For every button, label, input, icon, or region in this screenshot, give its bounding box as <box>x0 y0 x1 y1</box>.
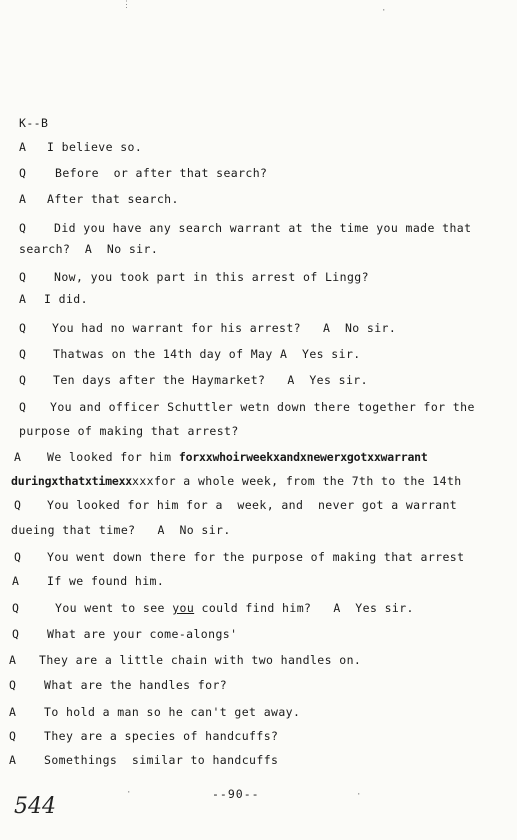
testimony-line: dueing that time? A No sir. <box>11 523 231 537</box>
speaker-label: Q <box>19 321 27 335</box>
speaker-label: Q <box>12 627 20 641</box>
speaker-label: Q <box>19 373 27 387</box>
testimony-line-with-underline <box>55 601 414 615</box>
testimony-line: After that search. <box>47 192 179 206</box>
testimony-line-with-strikeout <box>47 450 428 464</box>
speaker-label: Q <box>14 550 22 564</box>
speaker-label: A <box>9 753 17 767</box>
page-header-label: K--B <box>19 116 49 130</box>
speck-mark: · <box>356 790 362 800</box>
speaker-label: A <box>14 450 22 464</box>
page-number: --90-- <box>212 787 260 801</box>
testimony-line: If we found him. <box>47 574 165 588</box>
testimony-line: I did. <box>44 292 88 306</box>
speaker-label: A <box>9 653 17 667</box>
underlined-text: you <box>172 601 195 615</box>
testimony-line: You had no warrant for his arrest? A No sir. <box>52 321 397 335</box>
testimony-line-with-strikeout <box>11 474 462 488</box>
speaker-label: Q <box>14 498 22 512</box>
testimony-text: xxxfor a whole week, from the 7th to the 14th <box>132 474 462 488</box>
testimony-line: They are a species of handcuffs? <box>44 729 279 743</box>
testimony-line: Did you have any search warrant at the time you made that <box>54 221 472 235</box>
testimony-line: search? A No sir. <box>19 242 159 256</box>
speck-mark: · <box>126 788 132 798</box>
testimony-line: purpose of making that arrest? <box>19 424 239 438</box>
speck-mark: ⋮ <box>122 0 131 10</box>
testimony-line: Now, you took part in this arrest of Lingg? <box>54 270 369 284</box>
testimony-line: Ten days after the Haymarket? A Yes sir. <box>53 373 368 387</box>
testimony-text: We looked for him <box>47 450 172 464</box>
speaker-label: Q <box>19 400 27 414</box>
speaker-label: A <box>12 574 20 588</box>
testimony-text: could find him? A Yes sir. <box>194 601 414 615</box>
testimony-line: To hold a man so he can't get away. <box>44 705 301 719</box>
handwritten-page-number: 544 <box>14 794 56 819</box>
testimony-line: I believe so. <box>47 140 143 154</box>
testimony-line: Somethings similar to handcuffs <box>44 753 279 767</box>
testimony-line: Before or after that search? <box>55 166 268 180</box>
speaker-label: Q <box>19 270 27 284</box>
struck-out-text: duringxthatxtimexx <box>11 474 133 488</box>
speaker-label: Q <box>19 221 27 235</box>
testimony-line: What are your come-alongs' <box>47 627 238 641</box>
testimony-line: Thatwas on the 14th day of May A Yes sir. <box>53 347 361 361</box>
testimony-text: You went to see <box>55 601 173 615</box>
testimony-line: You looked for him for a week, and never got a warrant <box>47 498 458 512</box>
speaker-label: A <box>19 292 27 306</box>
speaker-label: A <box>9 705 17 719</box>
speaker-label: A <box>19 140 27 154</box>
testimony-line: You went down there for the purpose of making that arrest <box>47 550 465 564</box>
speck-mark: · <box>381 6 387 16</box>
struck-out-text: forxxwhoirweekxandxnewerxgotxxwarrant <box>178 450 428 464</box>
speaker-label: A <box>19 192 27 206</box>
testimony-line: What are the handles for? <box>44 678 228 692</box>
speaker-label: Q <box>19 347 27 361</box>
testimony-line: They are a little chain with two handles on. <box>39 653 362 667</box>
testimony-line: You and officer Schuttler wetn down there together for the <box>50 400 475 414</box>
speaker-label: Q <box>12 601 20 615</box>
speaker-label: Q <box>19 166 27 180</box>
speaker-label: Q <box>9 729 17 743</box>
speaker-label: Q <box>9 678 17 692</box>
